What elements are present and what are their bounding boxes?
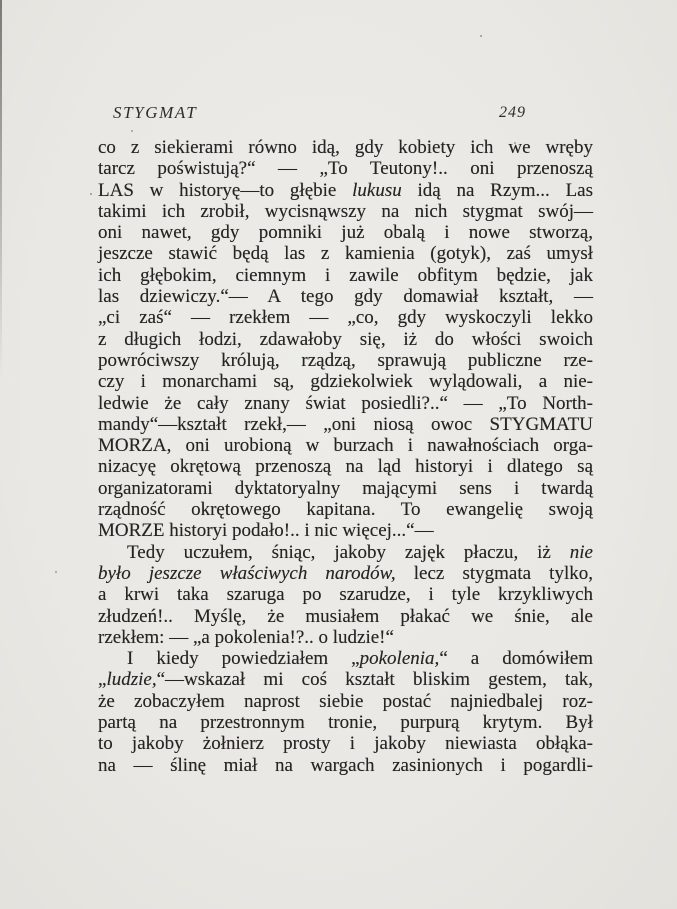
- text-line: [98, 456, 593, 477]
- text-segment: „: [98, 669, 107, 691]
- text-line: [98, 286, 593, 307]
- text-line: [98, 627, 593, 648]
- text-line: [98, 435, 593, 456]
- text-segment: nizacyę okrętową przenoszą na ląd historyi i dlatego są: [98, 456, 593, 478]
- text-segment: partą na przestronnym tronie, purpurą krytym. Był: [98, 712, 593, 734]
- text-segment: mandy“—kształt rzekł,— „oni niosą owoc STYGMATU: [98, 413, 593, 435]
- dust-speck: [480, 35, 482, 37]
- text-line: [98, 691, 593, 712]
- text-line: [98, 755, 593, 776]
- text-line: [98, 712, 593, 733]
- text-line: [98, 414, 593, 435]
- text-line: [98, 307, 593, 328]
- text-line: [98, 733, 593, 754]
- text-segment: LAS w historyę—to głębie: [98, 179, 353, 201]
- text-segment: I kiedy powiedziałem „: [127, 648, 360, 670]
- text-line: [98, 520, 593, 541]
- text-line: [98, 137, 593, 158]
- text-line: [98, 563, 593, 584]
- text-line: [98, 584, 593, 605]
- text-segment: ludzie,: [106, 669, 157, 691]
- running-head-title: STYGMAT: [113, 103, 198, 122]
- text-line: [98, 499, 593, 520]
- text-line: [98, 265, 593, 286]
- text-line: [98, 393, 593, 414]
- text-segment: las dziewiczy.“— A tego gdy domawiał kształt, —: [98, 286, 593, 308]
- text-segment: z długich łodzi, zdawałoby się, iż do włości swoich: [98, 328, 593, 350]
- text-line: [98, 648, 593, 669]
- text-segment: pokolenia,: [359, 648, 440, 670]
- text-line: [98, 201, 593, 222]
- dust-speck: [55, 571, 57, 573]
- text-line: [98, 371, 593, 392]
- dust-speck: [131, 130, 133, 132]
- text-segment: ich głębokim, ciemnym i zawile obfitym będzie, jak: [98, 264, 593, 286]
- text-line: [98, 542, 593, 563]
- text-segment: organizatorami dyktatoryalny mającymi sens i twardą: [98, 477, 593, 499]
- text-line: [98, 180, 593, 201]
- text-segment: oni nawet, gdy pomniki już obalą i nowe stworzą,: [98, 222, 593, 244]
- text-segment: złudzeń!.. Myślę, że musiałem płakać we śnie, ale: [98, 605, 593, 627]
- text-segment: a krwi taka szaruga po szarudze, i tyle krzykliwych: [98, 584, 593, 606]
- text-line: [98, 606, 593, 627]
- text-segment: na — ślinę miał na wargach zasinionych i pogardli-: [98, 754, 593, 776]
- text-segment: że zobaczyłem naprost siebie postać najniedbalej roz-: [98, 690, 593, 712]
- text-segment: jeszcze stawić będą las z kamienia (gotyk), zaś umysł: [98, 243, 593, 265]
- text-segment: lukusu: [352, 179, 402, 201]
- text-line: [98, 222, 593, 243]
- text-line: [98, 478, 593, 499]
- text-line: [98, 158, 593, 179]
- text-segment: rządność okrętowego kapitana. To ewangelię swoją: [98, 499, 593, 521]
- text-segment: “—wskazał mi coś kształt bliskim gestem, tak,: [156, 669, 593, 691]
- text-segment: to jakoby żołnierz prosty i jakoby niewiasta obłąka-: [98, 733, 593, 755]
- text-segment: co z siekierami równo idą, gdy kobiety ich we wręby: [98, 137, 593, 158]
- text-line: [98, 350, 593, 371]
- text-segment: było jeszcze właściwych narodów,: [98, 562, 396, 584]
- text-line: [98, 329, 593, 350]
- text-segment: idą na Rzym... Las: [401, 179, 594, 201]
- text-segment: nie: [569, 541, 593, 563]
- text-segment: MORZE historyi podało!.. i nic więcej...“—: [98, 520, 434, 542]
- text-segment: lecz stygmata tylko,: [395, 562, 593, 584]
- text-segment: MORZA, oni urobioną w burzach i nawałnościach orga-: [98, 435, 593, 457]
- text-segment: powróciwszy królują, rządzą, sprawują publiczne rze-: [98, 349, 593, 371]
- text-segment: tarcz poświstują?“ — „To Teutony!.. oni przenoszą: [98, 158, 593, 180]
- text-segment: takimi ich zrobił, wycisnąwszy na nich stygmat swój—: [98, 200, 593, 222]
- text-segment: “ a domówiłem: [439, 648, 593, 670]
- text-line: [98, 243, 593, 264]
- text-segment: Tedy uczułem, śniąc, jakoby zajęk płaczu, iż: [127, 541, 570, 563]
- text-block: [98, 137, 593, 776]
- text-segment: czy i monarchami są, gdziekolwiek wylądowali, a nie-: [98, 371, 593, 393]
- text-segment: ledwie że cały znany świat posiedli?..“ — „To North-: [98, 392, 593, 414]
- page-number: 249: [499, 104, 526, 121]
- text-line: [98, 669, 593, 690]
- dust-speck: [514, 142, 516, 144]
- scan-edge-shadow: [0, 0, 2, 380]
- dust-speck: [90, 193, 92, 195]
- text-segment: „ci zaś“ — rzekłem — „co, gdy wyskoczyli lekko: [98, 307, 593, 329]
- text-segment: rzekłem: — „a pokolenia!?.. o ludzie!“: [98, 626, 394, 648]
